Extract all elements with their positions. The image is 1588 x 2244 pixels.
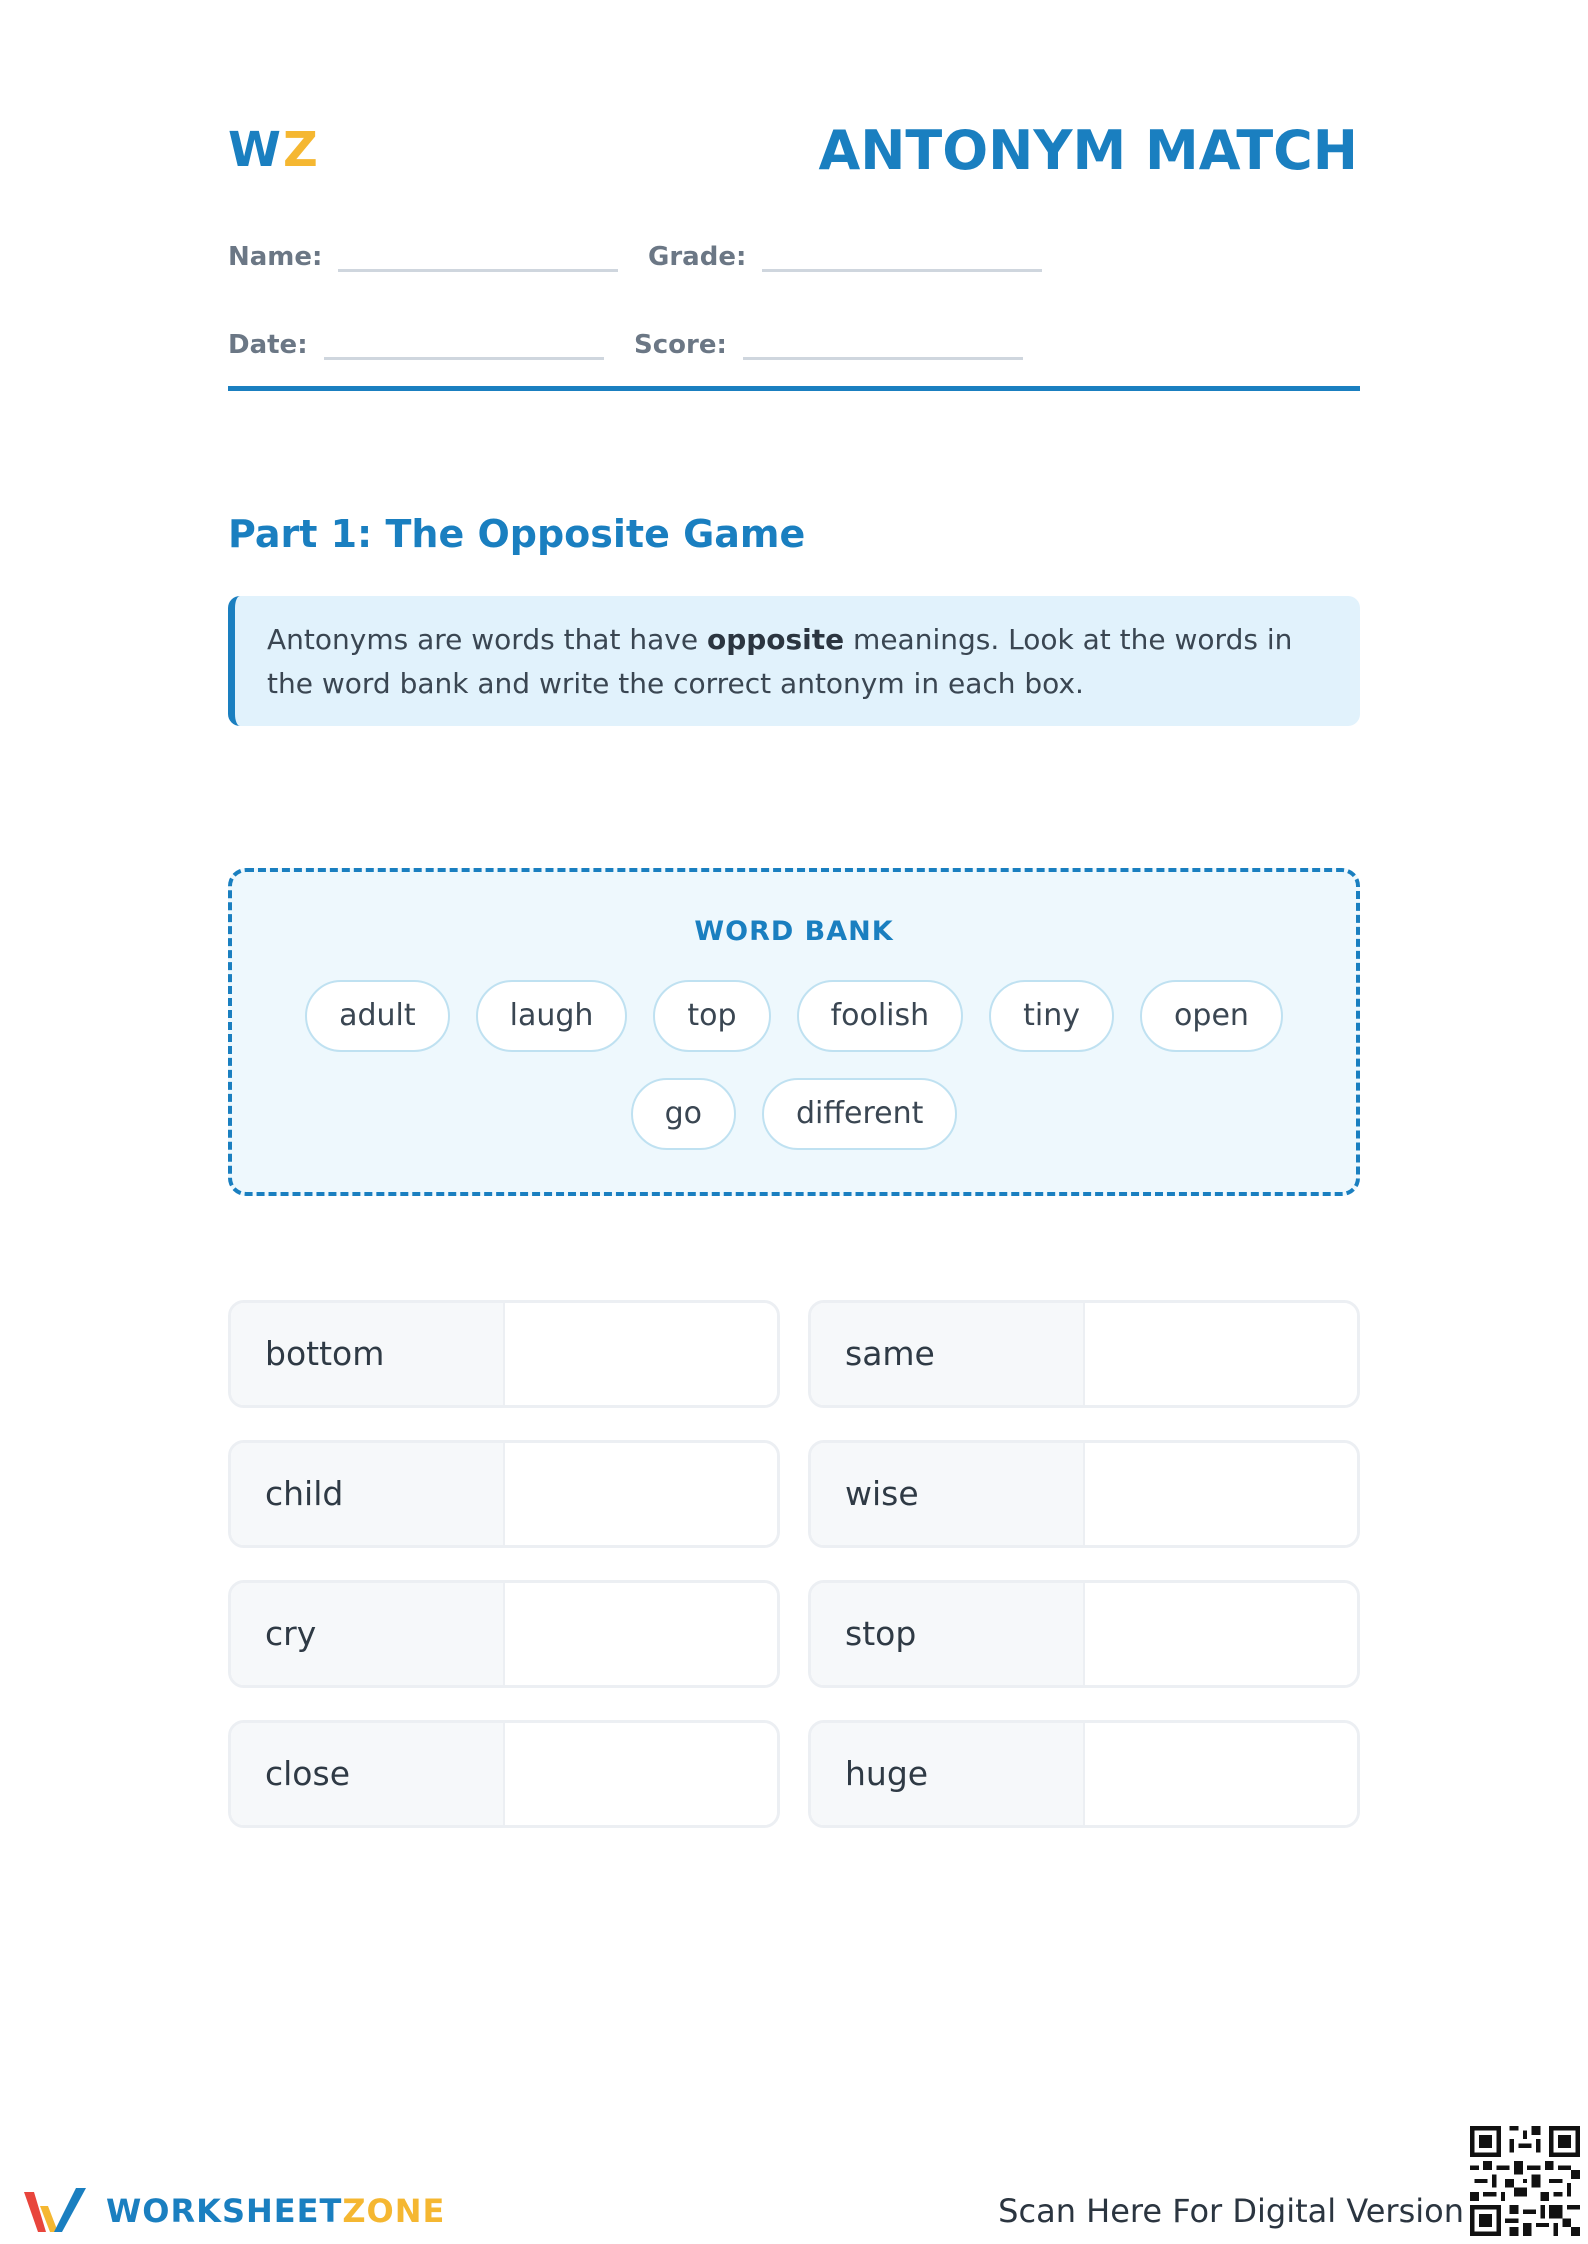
- footer-brand-zone: ZONE: [342, 2192, 446, 2230]
- match-row: [808, 1580, 1360, 1688]
- answer-box[interactable]: [505, 1303, 777, 1405]
- instructions-box: [228, 596, 1360, 726]
- match-row: [228, 1580, 780, 1688]
- grade-line[interactable]: [762, 239, 1042, 272]
- date-field[interactable]: [228, 320, 604, 360]
- match-word: child: [231, 1443, 505, 1545]
- grade-label: Grade:: [648, 242, 747, 272]
- answer-box[interactable]: [1085, 1443, 1357, 1545]
- word-chip: open: [1140, 980, 1283, 1052]
- instructions-text-before: Antonyms are words that have: [267, 623, 707, 656]
- match-row: [228, 1440, 780, 1548]
- match-row: [808, 1720, 1360, 1828]
- match-word: stop: [811, 1583, 1085, 1685]
- word-chip: different: [762, 1078, 957, 1150]
- answer-box[interactable]: [505, 1723, 777, 1825]
- match-word: bottom: [231, 1303, 505, 1405]
- word-chip: laugh: [476, 980, 628, 1052]
- match-word: huge: [811, 1723, 1085, 1825]
- page-title: ANTONYM MATCH: [818, 119, 1358, 182]
- word-chip: adult: [305, 980, 450, 1052]
- match-word: same: [811, 1303, 1085, 1405]
- scan-text: Scan Here For Digital Version: [998, 2192, 1464, 2230]
- wz-logo: [228, 118, 320, 182]
- word-chip: foolish: [797, 980, 964, 1052]
- date-line[interactable]: [324, 327, 604, 360]
- instructions-bold-word: opposite: [706, 623, 845, 656]
- qr-code-icon[interactable]: [1470, 2126, 1580, 2236]
- name-line[interactable]: [338, 239, 618, 272]
- match-word: wise: [811, 1443, 1085, 1545]
- word-bank: [228, 868, 1360, 1196]
- match-row: [808, 1440, 1360, 1548]
- match-row: [808, 1300, 1360, 1408]
- grade-field[interactable]: [648, 232, 1042, 272]
- score-label: Score:: [634, 330, 727, 360]
- footer-brand-worksheet: WORKSHEET: [106, 2192, 343, 2230]
- worksheetzone-logo-icon: [20, 2182, 92, 2240]
- footer-logo[interactable]: [20, 2182, 445, 2240]
- answer-box[interactable]: [1085, 1723, 1357, 1825]
- date-label: Date:: [228, 330, 308, 360]
- answer-box[interactable]: [1085, 1303, 1357, 1405]
- antonym-match-grid: [228, 1300, 1360, 1828]
- header-divider: [228, 386, 1360, 391]
- match-word: close: [231, 1723, 505, 1825]
- match-word: cry: [231, 1583, 505, 1685]
- name-field[interactable]: [228, 232, 618, 272]
- score-line[interactable]: [743, 327, 1023, 360]
- match-row: [228, 1720, 780, 1828]
- score-field[interactable]: [634, 320, 1023, 360]
- instructions-text-after: meanings. Look at the words in the word bank and write the correct antonym in each box.: [267, 623, 1293, 700]
- answer-box[interactable]: [505, 1583, 777, 1685]
- word-bank-title: WORD BANK: [694, 916, 894, 947]
- answer-box[interactable]: [1085, 1583, 1357, 1685]
- word-chip: go: [631, 1078, 736, 1150]
- section-title: Part 1: The Opposite Game: [228, 512, 806, 556]
- match-row: [228, 1300, 780, 1408]
- answer-box[interactable]: [505, 1443, 777, 1545]
- logo-letter-w: W: [228, 122, 283, 178]
- word-bank-chips: [272, 980, 1316, 1150]
- word-chip: tiny: [989, 980, 1114, 1052]
- footer-brand: [106, 2192, 445, 2230]
- name-label: Name:: [228, 242, 323, 272]
- word-chip: top: [653, 980, 770, 1052]
- logo-letter-z: Z: [282, 122, 320, 178]
